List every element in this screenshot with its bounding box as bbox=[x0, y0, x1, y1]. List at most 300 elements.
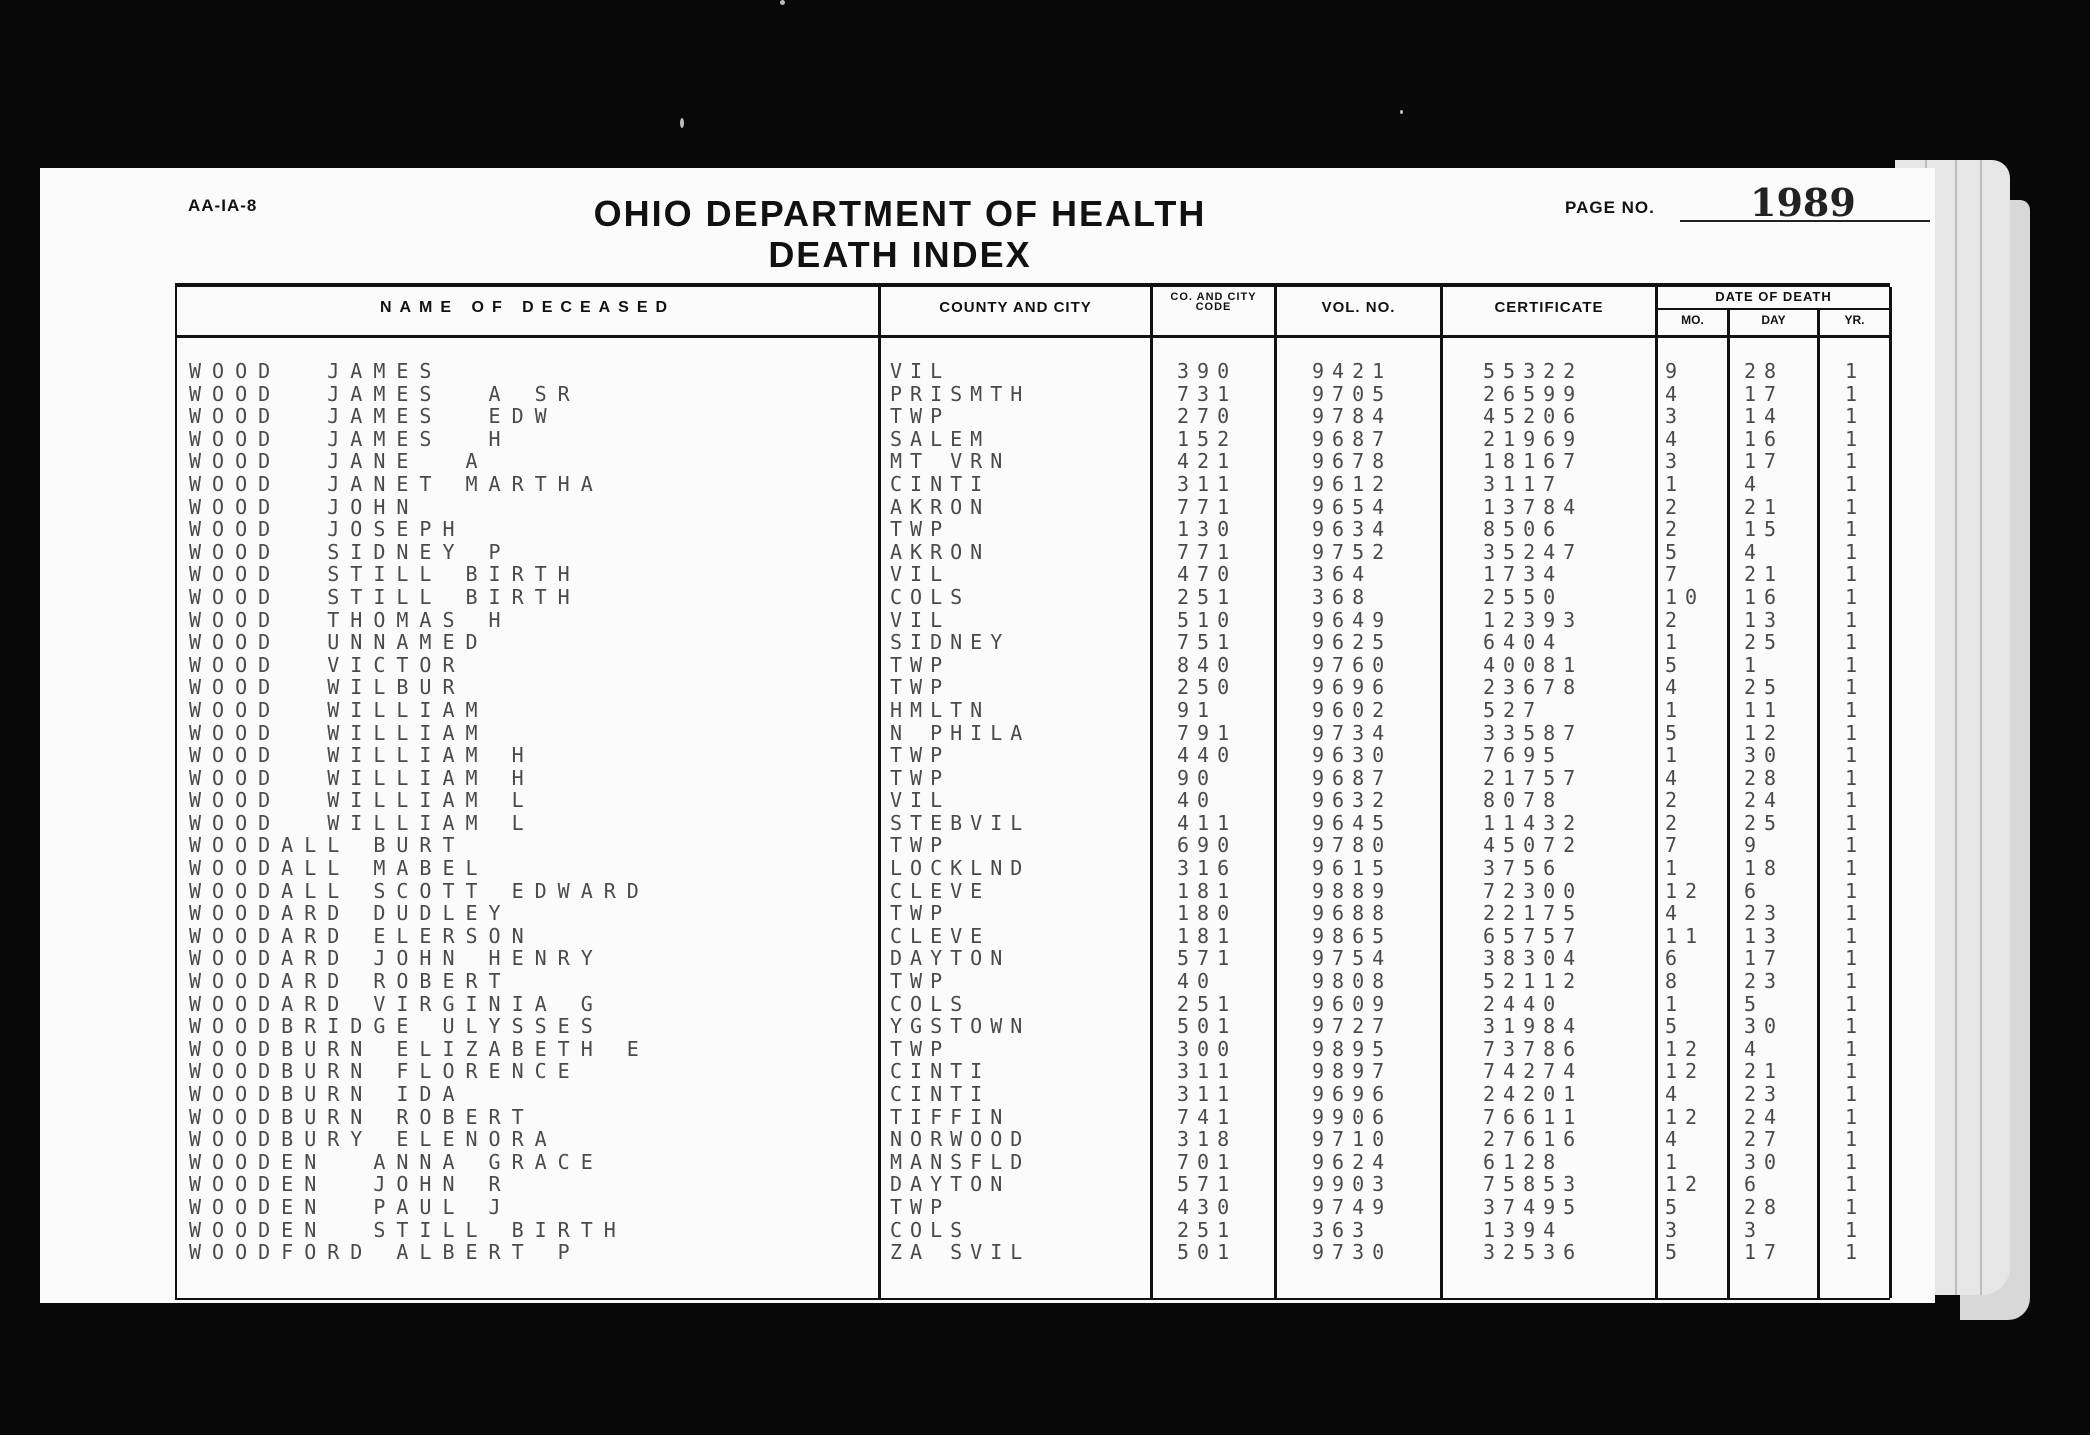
cell-cert: 52112 bbox=[1483, 969, 1584, 994]
cell-vol: 9727 bbox=[1312, 1014, 1393, 1039]
cell-yr: 1 bbox=[1845, 743, 1866, 768]
cell-name: WOODFORD ALBERT P bbox=[189, 1240, 581, 1265]
cell-cc: CLEVE bbox=[890, 878, 991, 903]
cell-code: 791 bbox=[1177, 720, 1238, 745]
cell-name: WOODARD ROBERT bbox=[189, 969, 512, 994]
cell-name: WOOD JOHN bbox=[189, 494, 420, 519]
cell-yr: 1 bbox=[1845, 833, 1866, 858]
date-of-death-divider bbox=[1657, 308, 1892, 310]
cell-vol: 9654 bbox=[1312, 494, 1393, 519]
cell-mo: 12 bbox=[1665, 1036, 1706, 1061]
cell-vol: 9678 bbox=[1312, 449, 1393, 474]
header-day: DAY bbox=[1761, 313, 1786, 327]
cell-day: 6 bbox=[1744, 1172, 1765, 1197]
cell-code: 130 bbox=[1177, 517, 1238, 542]
cell-day: 4 bbox=[1744, 1036, 1765, 1061]
cell-cert: 8506 bbox=[1483, 517, 1564, 542]
cell-vol: 9906 bbox=[1312, 1104, 1393, 1129]
cell-day: 28 bbox=[1744, 765, 1785, 790]
cell-yr: 1 bbox=[1845, 946, 1866, 971]
cell-cc: LOCKLND bbox=[890, 856, 1031, 881]
cell-cert: 7695 bbox=[1483, 743, 1564, 768]
cell-yr: 1 bbox=[1845, 1082, 1866, 1106]
cell-cc: VIL bbox=[890, 607, 951, 632]
header-date-of-death: DATE OF DEATH bbox=[1715, 289, 1832, 304]
cell-cc: SIDNEY bbox=[890, 630, 1011, 655]
cell-code: 771 bbox=[1177, 494, 1238, 519]
cell-code: 270 bbox=[1177, 404, 1238, 429]
cell-name: WOODALL MABEL bbox=[189, 856, 489, 881]
cell-cc: N PHILA bbox=[890, 720, 1031, 745]
cell-vol: 9784 bbox=[1312, 404, 1393, 429]
dust-speck bbox=[680, 118, 684, 128]
table-row bbox=[177, 653, 1892, 676]
table-row bbox=[177, 404, 1892, 427]
table-row bbox=[177, 1172, 1892, 1195]
header-name: NAME OF DECEASED bbox=[379, 299, 676, 316]
cell-cert: 1734 bbox=[1483, 562, 1564, 587]
cell-mo: 2 bbox=[1665, 517, 1686, 542]
cell-mo: 6 bbox=[1665, 946, 1686, 971]
form-code: AA-IA-8 bbox=[188, 196, 258, 215]
cell-mo: 4 bbox=[1665, 1082, 1686, 1106]
cell-day: 3 bbox=[1744, 1217, 1765, 1242]
cell-cert: 37495 bbox=[1483, 1194, 1584, 1219]
table-row bbox=[177, 721, 1892, 744]
cell-cc: MT VRN bbox=[890, 449, 1011, 474]
cell-yr: 1 bbox=[1845, 856, 1866, 881]
cell-mo: 1 bbox=[1665, 743, 1686, 768]
cell-code: 840 bbox=[1177, 652, 1238, 677]
table-row bbox=[177, 449, 1892, 472]
cell-vol: 9749 bbox=[1312, 1194, 1393, 1219]
table-row bbox=[177, 788, 1892, 811]
cell-cc: VIL bbox=[890, 562, 951, 587]
table-row bbox=[177, 1014, 1892, 1037]
cell-code: 421 bbox=[1177, 449, 1238, 474]
cell-cert: 75853 bbox=[1483, 1172, 1584, 1197]
cell-mo: 4 bbox=[1665, 901, 1686, 926]
header-divider bbox=[177, 335, 1890, 338]
cell-name: WOODBURN FLORENCE bbox=[189, 1059, 581, 1084]
page-number-label: PAGE NO. bbox=[1565, 198, 1655, 217]
cell-mo: 1 bbox=[1665, 471, 1686, 496]
cell-cc: DAYTON bbox=[890, 1172, 1011, 1197]
cell-vol: 9903 bbox=[1312, 1172, 1393, 1197]
table-row bbox=[177, 585, 1892, 608]
cell-day: 28 bbox=[1744, 1194, 1785, 1219]
cell-day: 25 bbox=[1744, 675, 1785, 700]
cell-name: WOOD STILL BIRTH bbox=[189, 562, 581, 587]
cell-name: WOOD WILLIAM bbox=[189, 720, 489, 745]
cell-yr: 1 bbox=[1845, 404, 1866, 429]
cell-code: 316 bbox=[1177, 856, 1238, 881]
cell-code: 571 bbox=[1177, 946, 1238, 971]
cell-mo: 1 bbox=[1665, 991, 1686, 1016]
dust-speck bbox=[780, 0, 785, 5]
cell-cert: 72300 bbox=[1483, 878, 1584, 903]
cell-code: 771 bbox=[1177, 539, 1238, 564]
cell-code: 701 bbox=[1177, 1149, 1238, 1174]
cell-day: 25 bbox=[1744, 810, 1785, 835]
cell-mo: 5 bbox=[1665, 652, 1686, 677]
cell-cert: 74274 bbox=[1483, 1059, 1584, 1084]
cell-day: 25 bbox=[1744, 630, 1785, 655]
cell-name: WOOD WILLIAM bbox=[189, 697, 489, 722]
table-row bbox=[177, 1127, 1892, 1150]
cell-cc: CINTI bbox=[890, 1082, 991, 1106]
table-row bbox=[177, 811, 1892, 834]
cell-cert: 21757 bbox=[1483, 765, 1584, 790]
cell-name: WOOD WILLIAM H bbox=[189, 765, 535, 790]
cell-cert: 35247 bbox=[1483, 539, 1584, 564]
cell-mo: 12 bbox=[1665, 1059, 1706, 1084]
cell-cert: 40081 bbox=[1483, 652, 1584, 677]
cell-cc: TWP bbox=[890, 743, 951, 768]
cell-mo: 3 bbox=[1665, 1217, 1686, 1242]
cell-code: 152 bbox=[1177, 426, 1238, 451]
cell-vol: 9609 bbox=[1312, 991, 1393, 1016]
cell-code: 251 bbox=[1177, 584, 1238, 609]
cell-yr: 1 bbox=[1845, 810, 1866, 835]
cell-code: 90 bbox=[1177, 765, 1218, 790]
table-row bbox=[177, 1195, 1892, 1218]
cell-cert: 13784 bbox=[1483, 494, 1584, 519]
cell-code: 251 bbox=[1177, 991, 1238, 1016]
cell-mo: 2 bbox=[1665, 788, 1686, 813]
cell-yr: 1 bbox=[1845, 1194, 1866, 1219]
cell-day: 13 bbox=[1744, 607, 1785, 632]
cell-vol: 9710 bbox=[1312, 1127, 1393, 1152]
cell-cc: VIL bbox=[890, 788, 951, 813]
cell-code: 741 bbox=[1177, 1104, 1238, 1129]
header-county-city: COUNTY AND CITY bbox=[939, 299, 1092, 316]
cell-name: WOODEN ANNA GRACE bbox=[189, 1149, 604, 1174]
table-row bbox=[177, 427, 1892, 450]
cell-vol: 9632 bbox=[1312, 788, 1393, 813]
cell-cc: TWP bbox=[890, 765, 951, 790]
header-certificate: CERTIFICATE bbox=[1494, 299, 1604, 316]
cell-day: 4 bbox=[1744, 471, 1765, 496]
cell-yr: 1 bbox=[1845, 1127, 1866, 1152]
cell-cc: SALEM bbox=[890, 426, 991, 451]
cell-mo: 5 bbox=[1665, 1014, 1686, 1039]
cell-cert: 6404 bbox=[1483, 630, 1564, 655]
cell-cc: TWP bbox=[890, 517, 951, 542]
cell-vol: 368 bbox=[1312, 584, 1373, 609]
cell-code: 510 bbox=[1177, 607, 1238, 632]
cell-cert: 3756 bbox=[1483, 856, 1564, 881]
cell-vol: 9754 bbox=[1312, 946, 1393, 971]
cell-vol: 9624 bbox=[1312, 1149, 1393, 1174]
cell-vol: 9808 bbox=[1312, 969, 1393, 994]
cell-name: WOODALL SCOTT EDWARD bbox=[189, 878, 650, 903]
cell-name: WOOD JANE A bbox=[189, 449, 489, 474]
cell-yr: 1 bbox=[1845, 878, 1866, 903]
cell-cc: HMLTN bbox=[890, 697, 991, 722]
cell-day: 24 bbox=[1744, 788, 1785, 813]
cell-code: 311 bbox=[1177, 1059, 1238, 1084]
cell-day: 21 bbox=[1744, 562, 1785, 587]
cell-name: WOODBURY ELENORA bbox=[189, 1127, 558, 1152]
cell-code: 91 bbox=[1177, 697, 1218, 722]
cell-vol: 9730 bbox=[1312, 1240, 1393, 1265]
cell-yr: 1 bbox=[1845, 607, 1866, 632]
page-title: OHIO DEPARTMENT OF HEALTH bbox=[593, 193, 1207, 234]
table-row bbox=[177, 766, 1892, 789]
cell-cert: 8078 bbox=[1483, 788, 1564, 813]
cell-cert: 33587 bbox=[1483, 720, 1584, 745]
table-row bbox=[177, 1037, 1892, 1060]
cell-day: 17 bbox=[1744, 946, 1785, 971]
cell-yr: 1 bbox=[1845, 359, 1866, 383]
cell-yr: 1 bbox=[1845, 517, 1866, 542]
header-year: YR. bbox=[1844, 313, 1865, 327]
cell-mo: 11 bbox=[1665, 923, 1706, 948]
cell-mo: 7 bbox=[1665, 833, 1686, 858]
cell-vol: 9752 bbox=[1312, 539, 1393, 564]
cell-name: WOODARD VIRGINIA G bbox=[189, 991, 604, 1016]
cell-yr: 1 bbox=[1845, 494, 1866, 519]
cell-day: 17 bbox=[1744, 381, 1785, 406]
cell-vol: 9696 bbox=[1312, 675, 1393, 700]
cell-day: 14 bbox=[1744, 404, 1785, 429]
table-row bbox=[177, 1082, 1892, 1105]
table-row bbox=[177, 946, 1892, 969]
cell-day: 21 bbox=[1744, 1059, 1785, 1084]
cell-mo: 3 bbox=[1665, 449, 1686, 474]
index-page bbox=[40, 168, 1935, 1303]
cell-yr: 1 bbox=[1845, 652, 1866, 677]
cell-day: 4 bbox=[1744, 539, 1765, 564]
cell-cc: ZA SVIL bbox=[890, 1240, 1031, 1265]
cell-code: 181 bbox=[1177, 878, 1238, 903]
cell-cc: TWP bbox=[890, 969, 951, 994]
cell-cert: 45072 bbox=[1483, 833, 1584, 858]
cell-vol: 9649 bbox=[1312, 607, 1393, 632]
cell-mo: 9 bbox=[1665, 359, 1686, 383]
cell-vol: 9602 bbox=[1312, 697, 1393, 722]
cell-name: WOOD UNNAMED bbox=[189, 630, 489, 655]
cell-mo: 5 bbox=[1665, 720, 1686, 745]
header-month: MO. bbox=[1681, 313, 1704, 327]
cell-name: WOOD VICTOR bbox=[189, 652, 466, 677]
cell-cert: 55322 bbox=[1483, 359, 1584, 383]
cell-code: 390 bbox=[1177, 359, 1238, 383]
table-row bbox=[177, 1218, 1892, 1241]
cell-vol: 364 bbox=[1312, 562, 1373, 587]
cell-day: 12 bbox=[1744, 720, 1785, 745]
cell-name: WOODBURN IDA bbox=[189, 1082, 466, 1106]
cell-yr: 1 bbox=[1845, 1240, 1866, 1265]
cell-mo: 1 bbox=[1665, 856, 1686, 881]
cell-cc: STEBVIL bbox=[890, 810, 1031, 835]
cell-code: 311 bbox=[1177, 1082, 1238, 1106]
cell-cc: TWP bbox=[890, 652, 951, 677]
cell-yr: 1 bbox=[1845, 1217, 1866, 1242]
table-row bbox=[177, 992, 1892, 1015]
dust-speck bbox=[1400, 110, 1403, 114]
cell-yr: 1 bbox=[1845, 1149, 1866, 1174]
cell-cc: TWP bbox=[890, 1036, 951, 1061]
cell-cc: MANSFLD bbox=[890, 1149, 1031, 1174]
cell-cc: CINTI bbox=[890, 471, 991, 496]
cell-code: 690 bbox=[1177, 833, 1238, 858]
table-row bbox=[177, 879, 1892, 902]
cell-code: 251 bbox=[1177, 1217, 1238, 1242]
cell-code: 40 bbox=[1177, 969, 1218, 994]
cell-day: 6 bbox=[1744, 878, 1765, 903]
cell-cert: 11432 bbox=[1483, 810, 1584, 835]
cell-cc: AKRON bbox=[890, 494, 991, 519]
cell-name: WOOD WILLIAM L bbox=[189, 810, 535, 835]
cell-day: 23 bbox=[1744, 969, 1785, 994]
cell-name: WOOD WILBUR bbox=[189, 675, 466, 700]
cell-yr: 1 bbox=[1845, 1059, 1866, 1084]
cell-day: 21 bbox=[1744, 494, 1785, 519]
cell-cc: TIFFIN bbox=[890, 1104, 1011, 1129]
table-row bbox=[177, 495, 1892, 518]
cell-day: 16 bbox=[1744, 426, 1785, 451]
cell-vol: 9630 bbox=[1312, 743, 1393, 768]
cell-day: 1 bbox=[1744, 652, 1765, 677]
table-row bbox=[177, 1150, 1892, 1173]
page-number: 1989 bbox=[1750, 180, 1856, 225]
cell-yr: 1 bbox=[1845, 1014, 1866, 1039]
cell-cert: 24201 bbox=[1483, 1082, 1584, 1106]
cell-cert: 21969 bbox=[1483, 426, 1584, 451]
cell-code: 440 bbox=[1177, 743, 1238, 768]
table-row bbox=[177, 901, 1892, 924]
cell-day: 11 bbox=[1744, 697, 1785, 722]
table-row bbox=[177, 1059, 1892, 1082]
cell-cert: 1394 bbox=[1483, 1217, 1564, 1242]
cell-yr: 1 bbox=[1845, 1036, 1866, 1061]
cell-day: 5 bbox=[1744, 991, 1765, 1016]
cell-mo: 7 bbox=[1665, 562, 1686, 587]
cell-vol: 9696 bbox=[1312, 1082, 1393, 1106]
cell-cc: YGSTOWN bbox=[890, 1014, 1031, 1039]
cell-name: WOODEN PAUL J bbox=[189, 1194, 512, 1219]
cell-day: 23 bbox=[1744, 901, 1785, 926]
cell-code: 181 bbox=[1177, 923, 1238, 948]
cell-mo: 1 bbox=[1665, 1149, 1686, 1174]
cell-mo: 1 bbox=[1665, 630, 1686, 655]
index-rows bbox=[177, 359, 1892, 1263]
cell-day: 24 bbox=[1744, 1104, 1785, 1129]
cell-name: WOODBURN ROBERT bbox=[189, 1104, 535, 1129]
cell-code: 731 bbox=[1177, 381, 1238, 406]
cell-mo: 1 bbox=[1665, 697, 1686, 722]
death-index-table bbox=[175, 283, 1890, 1300]
cell-mo: 5 bbox=[1665, 1240, 1686, 1265]
cell-name: WOOD JOSEPH bbox=[189, 517, 466, 542]
cell-code: 250 bbox=[1177, 675, 1238, 700]
cell-vol: 9897 bbox=[1312, 1059, 1393, 1084]
table-row bbox=[177, 833, 1892, 856]
cell-mo: 8 bbox=[1665, 969, 1686, 994]
cell-mo: 4 bbox=[1665, 381, 1686, 406]
cell-name: WOODARD JOHN HENRY bbox=[189, 946, 604, 971]
cell-name: WOOD WILLIAM H bbox=[189, 743, 535, 768]
cell-yr: 1 bbox=[1845, 991, 1866, 1016]
table-row bbox=[177, 969, 1892, 992]
cell-yr: 1 bbox=[1845, 539, 1866, 564]
cell-yr: 1 bbox=[1845, 901, 1866, 926]
cell-code: 571 bbox=[1177, 1172, 1238, 1197]
cell-vol: 9889 bbox=[1312, 878, 1393, 903]
table-row bbox=[177, 1105, 1892, 1128]
cell-vol: 9645 bbox=[1312, 810, 1393, 835]
cell-name: WOOD JAMES A SR bbox=[189, 381, 581, 406]
cell-cert: 3117 bbox=[1483, 471, 1564, 496]
cell-day: 18 bbox=[1744, 856, 1785, 881]
cell-day: 17 bbox=[1744, 449, 1785, 474]
cell-vol: 9780 bbox=[1312, 833, 1393, 858]
cell-code: 300 bbox=[1177, 1036, 1238, 1061]
cell-yr: 1 bbox=[1845, 630, 1866, 655]
cell-name: WOOD WILLIAM L bbox=[189, 788, 535, 813]
cell-cert: 23678 bbox=[1483, 675, 1584, 700]
table-row bbox=[177, 472, 1892, 495]
cell-vol: 9760 bbox=[1312, 652, 1393, 677]
cell-cc: TWP bbox=[890, 833, 951, 858]
cell-vol: 363 bbox=[1312, 1217, 1373, 1242]
cell-yr: 1 bbox=[1845, 969, 1866, 994]
cell-vol: 9634 bbox=[1312, 517, 1393, 542]
cell-cc: COLS bbox=[890, 991, 971, 1016]
cell-day: 15 bbox=[1744, 517, 1785, 542]
cell-vol: 9687 bbox=[1312, 765, 1393, 790]
cell-yr: 1 bbox=[1845, 923, 1866, 948]
table-row bbox=[177, 698, 1892, 721]
cell-day: 30 bbox=[1744, 1014, 1785, 1039]
cell-vol: 9612 bbox=[1312, 471, 1393, 496]
cell-cc: TWP bbox=[890, 404, 951, 429]
cell-day: 30 bbox=[1744, 1149, 1785, 1174]
cell-day: 28 bbox=[1744, 359, 1785, 383]
cell-mo: 5 bbox=[1665, 539, 1686, 564]
cell-cert: 22175 bbox=[1483, 901, 1584, 926]
cell-yr: 1 bbox=[1845, 471, 1866, 496]
cell-yr: 1 bbox=[1845, 1104, 1866, 1129]
cell-yr: 1 bbox=[1845, 675, 1866, 700]
cell-vol: 9705 bbox=[1312, 381, 1393, 406]
cell-mo: 12 bbox=[1665, 1172, 1706, 1197]
cell-vol: 9688 bbox=[1312, 901, 1393, 926]
header-vol: VOL. NO. bbox=[1321, 299, 1396, 316]
cell-yr: 1 bbox=[1845, 697, 1866, 722]
cell-day: 16 bbox=[1744, 584, 1785, 609]
cell-mo: 2 bbox=[1665, 494, 1686, 519]
cell-vol: 9895 bbox=[1312, 1036, 1393, 1061]
cell-mo: 4 bbox=[1665, 1127, 1686, 1152]
cell-name: WOODEN STILL BIRTH bbox=[189, 1217, 627, 1242]
table-row bbox=[177, 743, 1892, 766]
cell-cert: 12393 bbox=[1483, 607, 1584, 632]
cell-name: WOOD JAMES bbox=[189, 359, 443, 383]
cell-vol: 9421 bbox=[1312, 359, 1393, 383]
cell-mo: 4 bbox=[1665, 426, 1686, 451]
table-row bbox=[177, 924, 1892, 947]
cell-mo: 4 bbox=[1665, 675, 1686, 700]
table-row bbox=[177, 562, 1892, 585]
cell-name: WOODBRIDGE ULYSSES bbox=[189, 1014, 604, 1039]
cell-cert: 73786 bbox=[1483, 1036, 1584, 1061]
cell-cc: TWP bbox=[890, 901, 951, 926]
cell-cc: VIL bbox=[890, 359, 951, 383]
cell-code: 311 bbox=[1177, 471, 1238, 496]
